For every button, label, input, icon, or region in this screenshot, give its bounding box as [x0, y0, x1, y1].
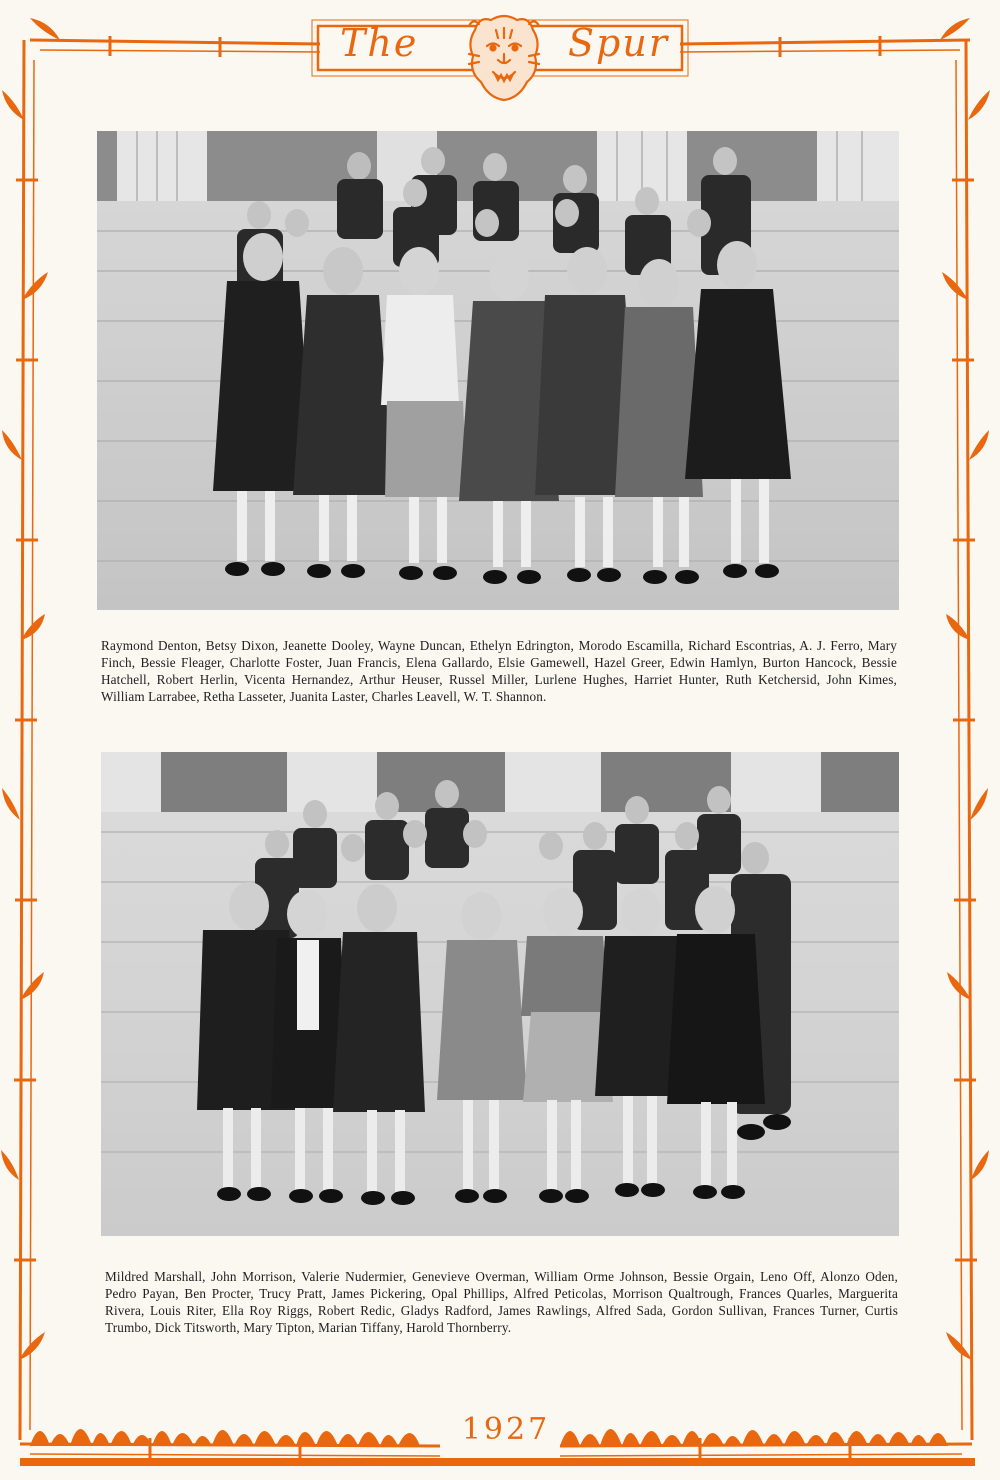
header-title-spur: Spur: [568, 21, 669, 65]
header-title-the: The: [340, 21, 419, 65]
caption-bottom: Mildred Marshall, John Morrison, Valerie Nudermier, Genevieve Overman, William Orme Johnson, Bessie Orgain, Leno Off, Alonzo Oden, Pedro Payan, Ben Procter, Trucy Pratt, James Pickering, Opal Phillips, Alfred Peticolas, Morrison Qualtrough, Frances Quarles, Marguerita Rivera, Louis Riter, Ella Roy Riggs, Robert Redic, Gladys Radford, James Rawlings, Alfred Sada, Gordon Sullivan, Frances Turner, Curtis Trumbo, Dick Titsworth, Mary Tipton, Marian Tiffany, Harold Thornberry.: [105, 1269, 898, 1336]
class-photo-bottom: [101, 752, 899, 1236]
class-photo-top: [97, 131, 899, 610]
footer-year: 1927: [461, 1412, 551, 1447]
caption-top: Raymond Denton, Betsy Dixon, Jeanette Dooley, Wayne Duncan, Ethelyn Edrington, Morodo Escamilla, Richard Escontrias, A. J. Ferro, Mary Finch, Bessie Fleager, Charlotte Foster, Juan Francis, Elena Gallardo, Elsie Gamewell, Hazel Greer, Edwin Hamlyn, Burton Hancock, Bessie Hatchell, Robert Herlin, Vicenta Hernandez, Arthur Heuser, Russel Miller, Lurlene Hughes, Harriet Hunter, Ruth Ketchersid, John Kimes, William Larrabee, Retha Lasseter, Juanita Laster, Charles Leavell, W. T. Shannon.: [101, 638, 897, 705]
tiger-head-icon: [465, 10, 543, 102]
